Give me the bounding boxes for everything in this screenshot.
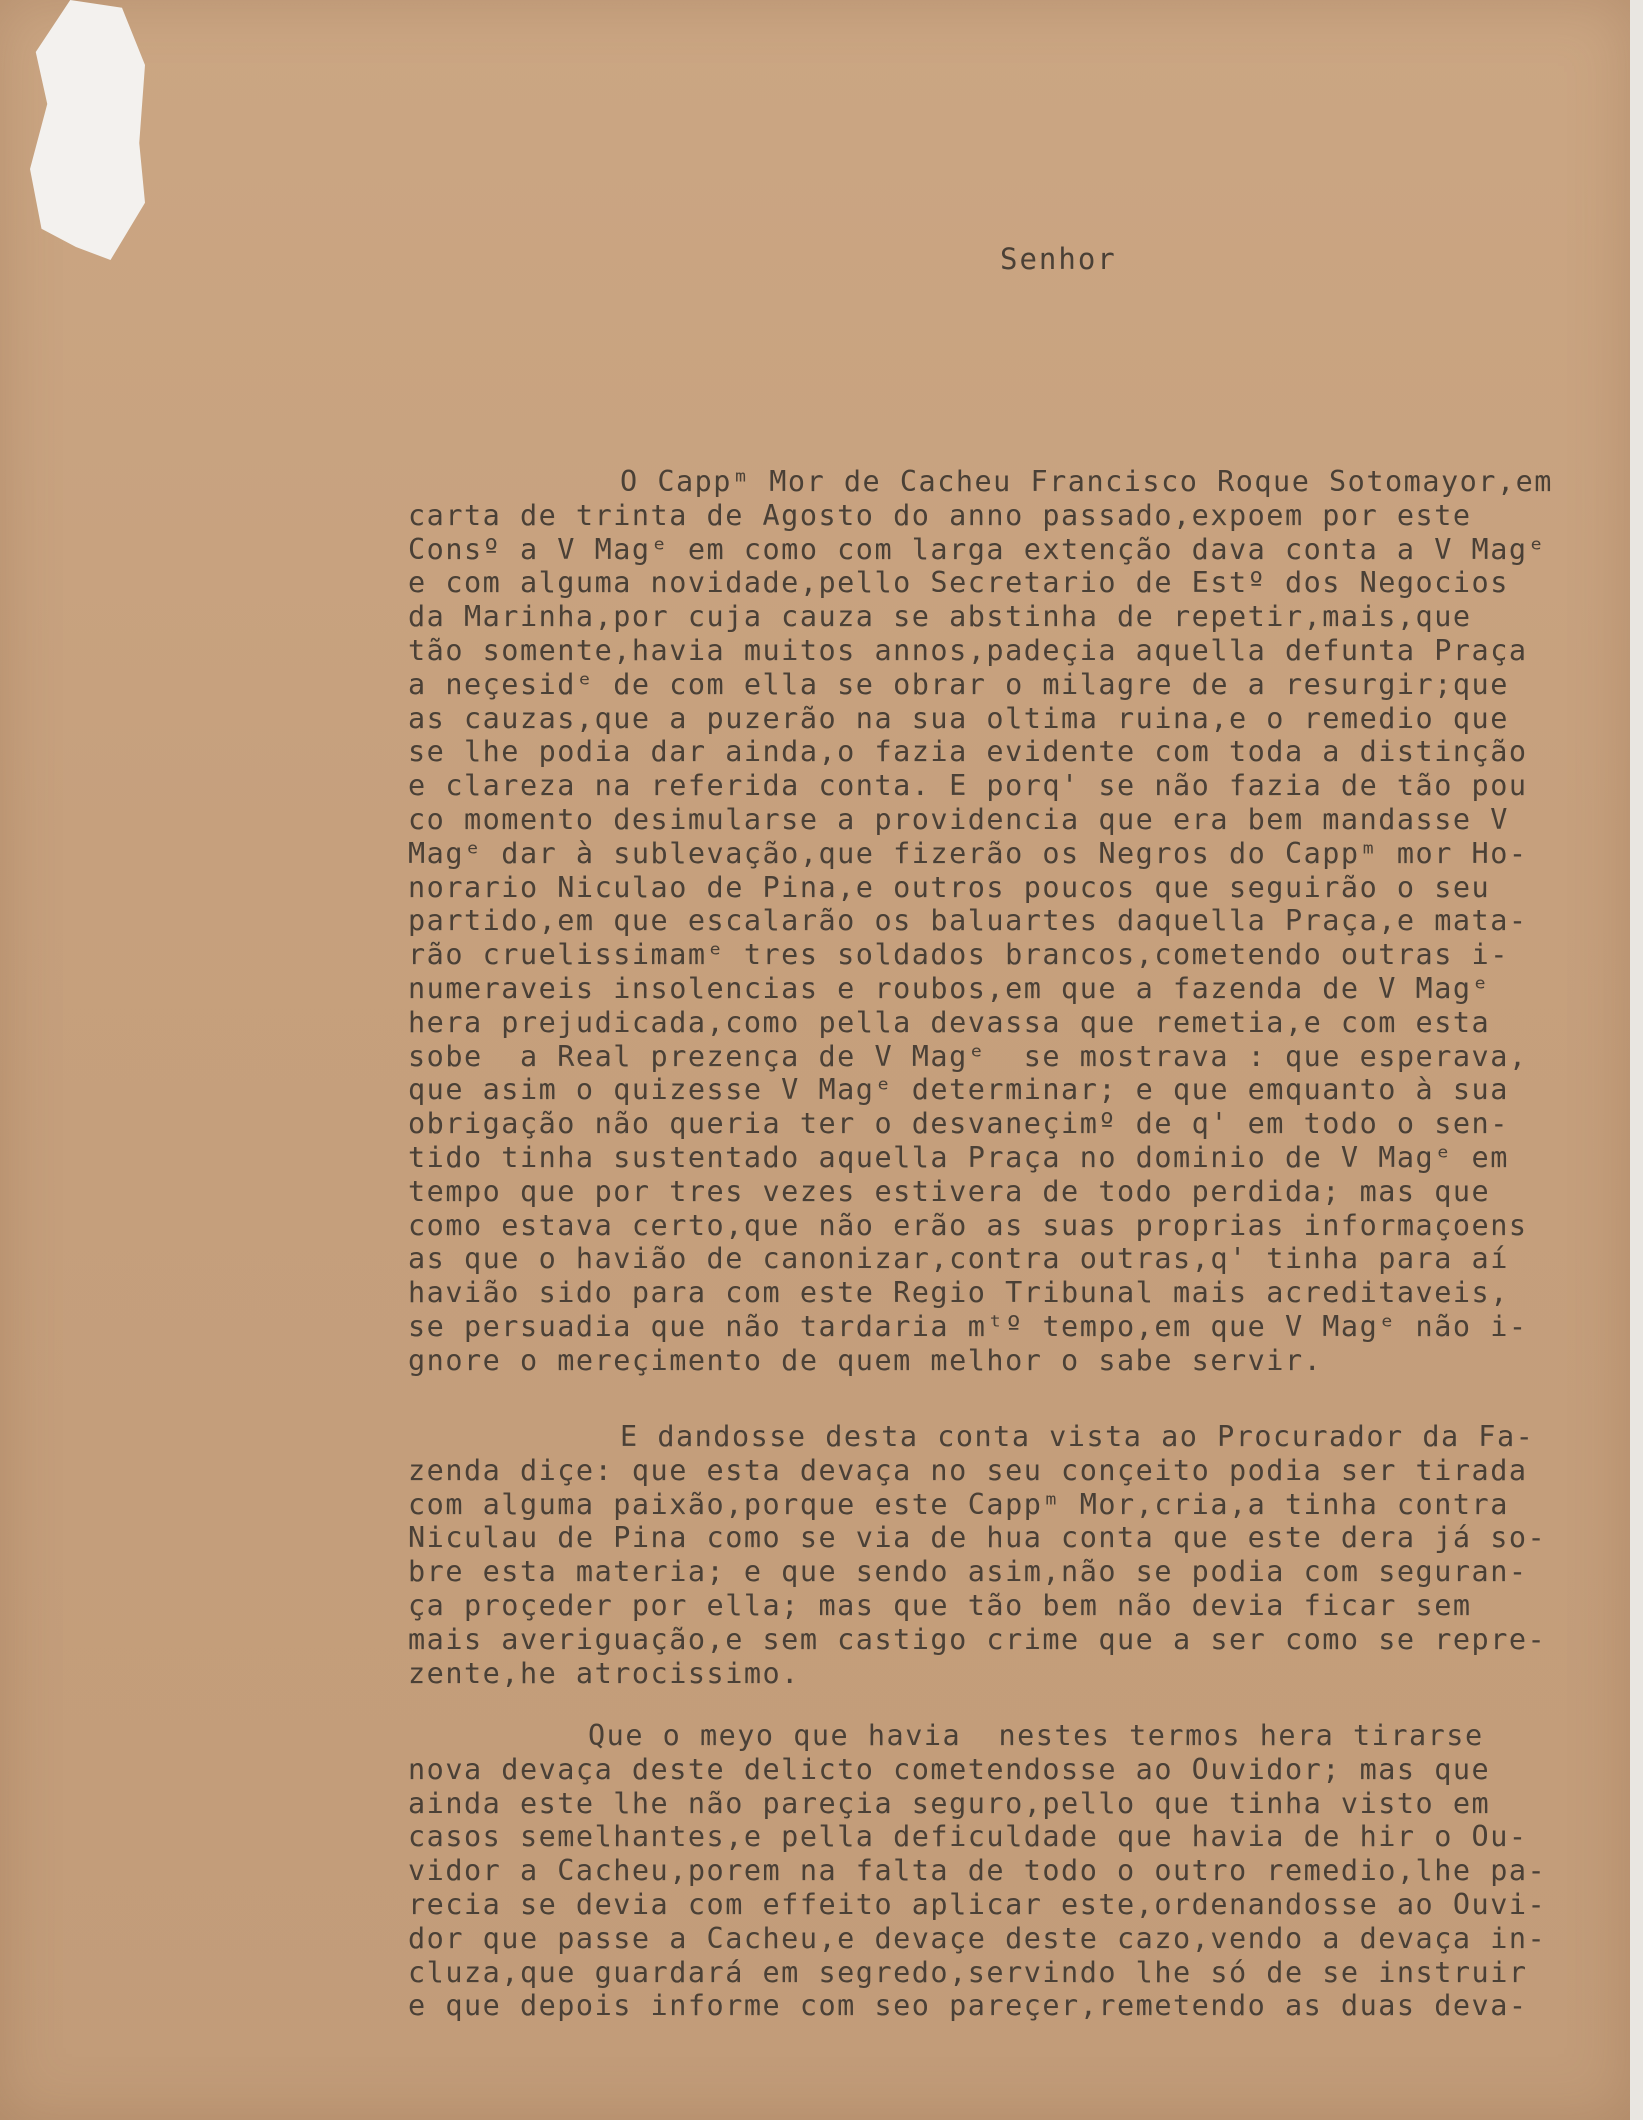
text-line: O Cappᵐ Mor de Cacheu Francisco Roque Sotomayor,em (620, 465, 1553, 498)
text-line: se persuadia que não tardaria mᵗº tempo,em que V Magᵉ não i- (408, 1309, 1528, 1343)
text-line: bre esta materia; e que sendo asim,não se podia com seguran- (408, 1555, 1528, 1589)
paragraph-3 (408, 1719, 1620, 2023)
torn-corner (30, 0, 145, 260)
text-line: recia se devia com effeito aplicar este,ordenandosse ao Ouvi- (408, 1887, 1547, 1921)
text-line: Que o meyo que havia nestes termos hera tirarse (588, 1719, 1484, 1752)
text-line: vidor a Cacheu,porem na falta de todo o outro remedio,lhe pa- (408, 1854, 1547, 1888)
text-line: havião sido para com este Regio Tribunal mais acreditaveis, (408, 1276, 1509, 1310)
text-line: tido tinha sustentado aquella Praça no dominio de V Magᵉ em (408, 1140, 1509, 1174)
text-line: ça proçeder por ella; mas que tão bem não devia ficar sem (408, 1588, 1472, 1622)
text-line: E dandosse desta conta vista ao Procurador da Fa- (620, 1420, 1535, 1453)
text-line: mais averiguação,e sem castigo crime que a ser como se repre- (408, 1622, 1547, 1656)
text-line: zente,he atrocissimo. (408, 1656, 800, 1690)
text-line: com alguma paixão,porque este Cappᵐ Mor,cria,a tinha contra (408, 1487, 1509, 1521)
text-line: ainda este lhe não pareçia seguro,pello que tinha visto em (408, 1786, 1491, 1820)
text-line: partido,em que escalarão os baluartes daquella Praça,e mata- (408, 904, 1528, 938)
text-line: Consº a V Magᵉ em como com larga extenção dava conta a V Magᵉ (408, 532, 1547, 566)
text-line: como estava certo,que não erão as suas proprias informaçoens (408, 1208, 1528, 1242)
text-line: nova devaça deste delicto cometendosse ao Ouvidor; mas que (408, 1752, 1491, 1786)
text-line: tão somente,havia muitos annos,padeçia aquella defunta Praça (408, 633, 1528, 667)
text-line: numeraveis insolencias e roubos,em que a fazenda de V Magᵉ (408, 971, 1491, 1005)
text-line: co momento desimularse a providencia que era bem mandasse V (408, 802, 1509, 836)
text-line: gnore o mereçimento de quem melhor o sabe servir. (408, 1343, 1323, 1377)
text-line: obrigação não queria ter o desvaneçimº de q' em todo o sen- (408, 1107, 1509, 1141)
text-line: as que o havião de canonizar,contra outras,q' tinha para aí (408, 1242, 1509, 1276)
text-line: rão cruelissimamᵉ tres soldados brancos,cometendo outras i- (408, 938, 1509, 972)
text-line: hera prejudicada,como pella devassa que remetia,e com esta (408, 1005, 1491, 1039)
text-line: a neçesidᵉ de com ella se obrar o milagre de a resurgir;que (408, 667, 1509, 701)
text-line: e que depois informe com seo pareçer,remetendo as duas deva- (408, 1989, 1528, 2023)
text-line: se lhe podia dar ainda,o fazia evidente com toda a distinção (408, 735, 1528, 769)
text-line: cluza,que guardará em segredo,servindo lhe só de se instruir (408, 1955, 1528, 1989)
text-line: dor que passe a Cacheu,e devaçe deste cazo,vendo a devaça in- (408, 1921, 1547, 1955)
text-line: e com alguma novidade,pello Secretario de Estº dos Negocios (408, 566, 1509, 600)
text-line: tempo que por tres vezes estivera de todo perdida; mas que (408, 1174, 1491, 1208)
paragraph-2 (408, 1420, 1620, 1690)
paragraph-1 (408, 465, 1620, 1378)
text-line: Magᵉ dar à sublevação,que fizerão os Negros do Cappᵐ mor Ho- (408, 836, 1528, 870)
page-edge (1630, 0, 1643, 2120)
text-line: carta de trinta de Agosto do anno passado,expoem por este (408, 498, 1472, 532)
salutation: Senhor (1000, 242, 1117, 276)
text-line: sobe a Real prezença de V Magᵉ se mostrava : que esperava, (408, 1039, 1528, 1073)
text-line: norario Niculao de Pina,e outros poucos que seguirão o seu (408, 870, 1491, 904)
text-line: zenda diçe: que esta devaça no seu conçeito podia ser tirada (408, 1453, 1528, 1487)
text-line: Niculau de Pina como se via de hua conta que este dera já so- (408, 1521, 1547, 1555)
text-line: e clareza na referida conta. E porq' se não fazia de tão pou (408, 769, 1528, 803)
text-line: as cauzas,que a puzerão na sua oltima ruina,e o remedio que (408, 701, 1509, 735)
text-line: da Marinha,por cuja cauza se abstinha de repetir,mais,que (408, 600, 1472, 634)
text-line: que asim o quizesse V Magᵉ determinar; e que emquanto à sua (408, 1073, 1509, 1107)
text-line: casos semelhantes,e pella deficuldade que havia de hir o Ou- (408, 1820, 1528, 1854)
